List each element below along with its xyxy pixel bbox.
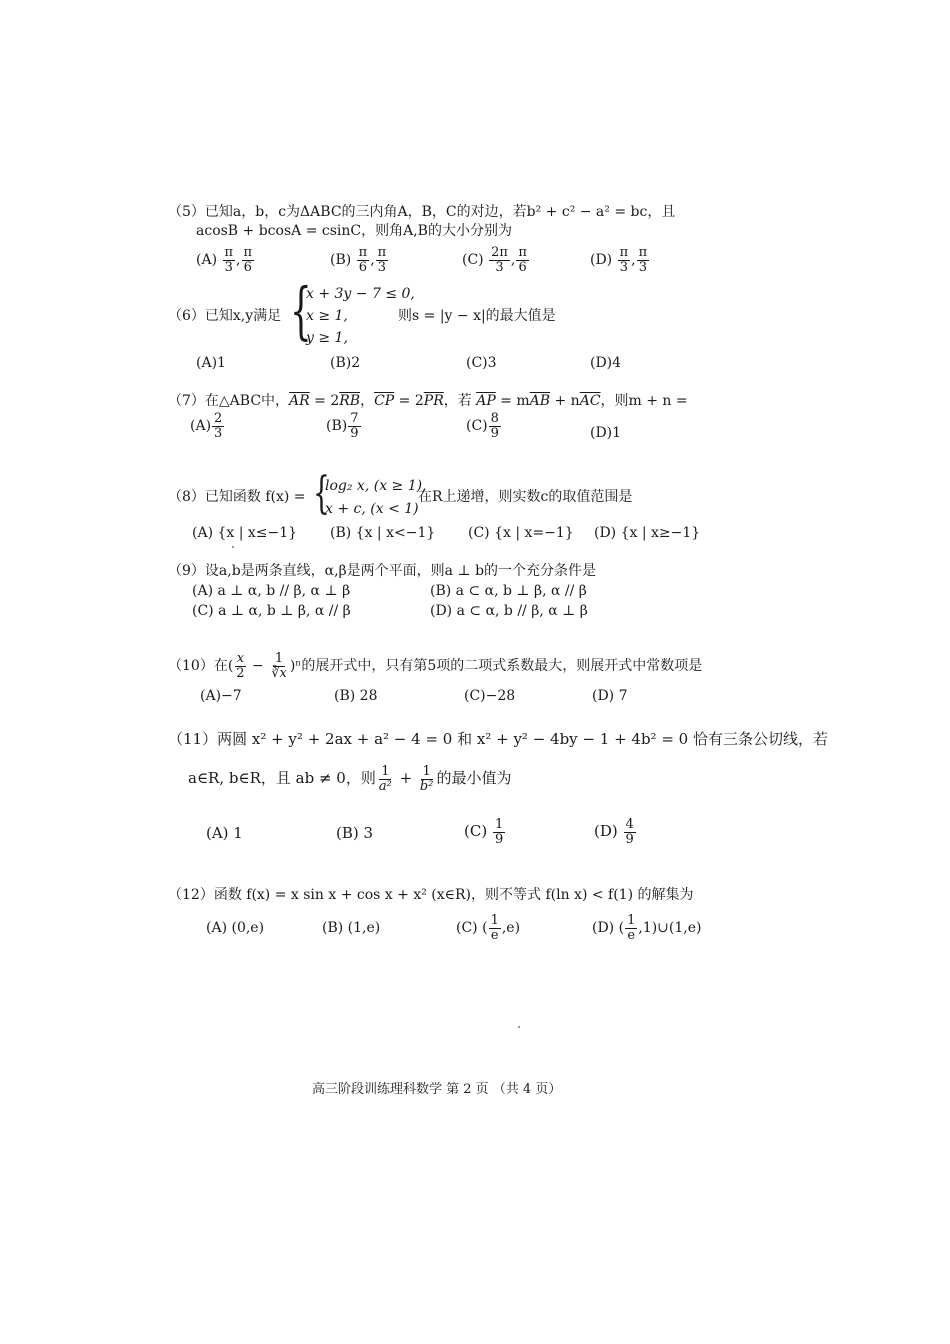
q6-stem-suffix: 则s = |y − x|的最大值是 [398, 308, 556, 324]
q6-option-a[interactable]: (A)1 [196, 355, 226, 371]
q11-stem-line1: （11）两圆 x² + y² + 2ax + a² − 4 = 0 和 x² + y² − 4by − 1 + 4b² = 0 恰有三条公切线，若 [168, 730, 828, 748]
q11-option-c[interactable] [464, 818, 506, 846]
q5-option-c[interactable]: (C) $\frac{2\pi}{3}$ , $\frac{\pi}{6}$ [462, 245, 527, 275]
q12-option-a[interactable]: (A) (0,e) [206, 920, 265, 936]
vector-ap: $\overline{AP}$ [476, 393, 496, 409]
option-label: (B) [326, 418, 348, 435]
q7-option-c[interactable] [466, 412, 502, 440]
fraction: $\frac{1}{e}$ [627, 913, 636, 943]
q12-stem: （12）函数 f(x) = x sin x + cos x + x² (x∈R)，则不等式 f(ln x) < f(1) 的解集为 [168, 887, 694, 903]
q10-stem: （10）在( $\frac{x}{2}$ − $\frac{1}{∛x}$ )ⁿ的展开式中，只有第5项的二项式系数最大，则展开式中常数项是 [168, 651, 703, 681]
fraction: $\frac{\pi}{3}$ [224, 245, 234, 275]
vector-ar: $\overline{AR}$ [289, 393, 310, 409]
q6-option-b[interactable]: (B)2 [330, 355, 361, 371]
q5-option-b[interactable]: (B) $\frac{\pi}{6}$ , $\frac{\pi}{3}$ [330, 245, 387, 275]
q5-stem-line1: （5）已知a，b，c为ΔABC的三内角A，B，C的对边，若b² + c² − a² = bc，且 [168, 204, 676, 220]
fraction: $\frac{4}{9}$ [625, 817, 634, 847]
option-label: (A) [190, 418, 212, 435]
fraction: $\frac{\pi}{6}$ [358, 245, 368, 275]
q9-option-b[interactable]: (B) a ⊂ α, b ⊥ β, α // β [430, 583, 587, 599]
q6-condition-2: x ≥ 1, [306, 308, 348, 324]
q7-option-d[interactable]: (D)1 [590, 425, 622, 441]
fraction: $\frac{\pi}{3}$ [377, 245, 387, 275]
q5-option-a[interactable]: (A) $\frac{\pi}{3}$ , $\frac{\pi}{6}$ [196, 245, 253, 275]
scan-speck [232, 546, 234, 548]
scan-speck [518, 1026, 520, 1028]
q12-option-c[interactable]: (C) ( $\frac{1}{e}$ ,e) [456, 913, 521, 943]
q8-option-c[interactable]: (C) {x | x=−1} [468, 525, 574, 541]
q8-stem-prefix: （8）已知函数 f(x) = [168, 489, 306, 505]
option-label: (A) [196, 252, 218, 269]
vector-cp: $\overline{CP}$ [374, 393, 395, 409]
q8-case-1: log₂ x, (x ≥ 1), [325, 478, 427, 494]
q11-option-b[interactable]: (B) 3 [336, 824, 374, 842]
q12-option-d[interactable]: (D) ( $\frac{1}{e}$ ,1)∪(1,e) [592, 913, 702, 943]
q11-stem-line2: a∈R, b∈R，且 ab ≠ 0，则 $\frac{1}{\text{a²}}$ + $\frac{1}{\text{b²}}$ 的最小值为 [188, 764, 512, 794]
vector-ab: $\overline{AB}$ [529, 393, 551, 409]
q6-stem-prefix: （6）已知x,y满足 [168, 308, 282, 324]
q8-piecewise-brace: { [313, 468, 330, 519]
option-label: (C) [462, 252, 484, 269]
fraction: $\frac{8}{9}$ [490, 411, 499, 441]
q7-option-b[interactable] [326, 412, 362, 440]
q9-stem: （9）设a,b是两条直线，α,β是两个平面，则a ⊥ b的一个充分条件是 [168, 563, 597, 579]
vector-rb: $\overline{RB}$ [339, 393, 361, 409]
q5-option-d[interactable]: (D) $\frac{\pi}{3}$ , $\frac{\pi}{3}$ [590, 245, 648, 275]
q6-option-d[interactable]: (D)4 [590, 355, 622, 371]
q7-stem: （7）在△ABC中，$\overline{AR} = 2\overline{RB}$，$\overline{CP} = 2\overline{PR}$，若 $\overline{AP} = m\overline{AB} + n\overline{AC}$，则m + n = [168, 393, 688, 409]
fraction: $\frac{\pi}{6}$ [243, 245, 253, 275]
q8-stem-suffix: 在R上递增，则实数c的取值范围是 [418, 489, 633, 505]
option-label: (C) [464, 822, 488, 841]
q9-option-a[interactable]: (A) a ⊥ α, b // β, α ⊥ β [192, 583, 351, 599]
q8-option-b[interactable]: (B) {x | x<−1} [330, 525, 436, 541]
option-label: (C) [466, 418, 488, 435]
page-footer: 高三阶段训练理科数学 第 2 页 （共 4 页） [312, 1082, 562, 1097]
q6-system-brace: { [290, 274, 312, 347]
fraction: $\frac{7}{9}$ [350, 411, 359, 441]
q8-option-a[interactable]: (A) {x | x≤−1} [192, 525, 298, 541]
option-label: (D) [590, 252, 613, 269]
option-label: (B) [330, 252, 352, 269]
q9-option-c[interactable]: (C) a ⊥ α, b ⊥ β, α // β [192, 603, 351, 619]
fraction: $\frac{2\pi}{3}$ [491, 245, 508, 275]
q6-condition-1: x + 3y − 7 ≤ 0, [306, 286, 415, 302]
q11-option-a[interactable]: (A) 1 [206, 824, 243, 842]
q10-option-b[interactable]: (B) 28 [334, 688, 378, 704]
fraction: $\frac{2}{3}$ [214, 411, 223, 441]
fraction: $\frac{1}{e}$ [490, 913, 499, 943]
vector-ac: $\overline{AC}$ [579, 393, 601, 409]
fraction: $\frac{1}{\text{a²}}$ [378, 764, 392, 794]
q9-option-d[interactable]: (D) a ⊂ α, b // β, α ⊥ β [430, 603, 588, 619]
fraction: $\frac{1}{∛x}$ [271, 651, 287, 681]
vector-pr: $\overline{PR}$ [423, 393, 444, 409]
q7-option-a[interactable] [190, 412, 225, 440]
q8-option-d[interactable]: (D) {x | x≥−1} [594, 525, 701, 541]
fraction: $\frac{\pi}{3}$ [638, 245, 648, 275]
fraction: $\frac{x}{2}$ [236, 651, 245, 681]
q6-condition-3: y ≥ 1, [306, 330, 348, 346]
q6-option-c[interactable]: (C)3 [466, 355, 497, 371]
fraction: $\frac{\pi}{3}$ [619, 245, 629, 275]
q11-option-d[interactable] [594, 818, 637, 846]
q10-option-a[interactable]: (A)−7 [200, 688, 242, 704]
fraction: $\frac{\pi}{6}$ [518, 245, 527, 275]
q5-stem-line2: acosB + bcosA = csinC，则角A,B的大小分别为 [196, 223, 512, 239]
fraction: $\frac{1}{9}$ [494, 817, 504, 847]
option-label: (D) [594, 822, 618, 841]
q12-option-b[interactable]: (B) (1,e) [322, 920, 381, 936]
q10-option-c[interactable]: (C)−28 [464, 688, 516, 704]
q8-case-2: x + c, (x < 1) [325, 501, 419, 517]
q10-option-d[interactable]: (D) 7 [592, 688, 628, 704]
fraction: $\frac{1}{\text{b²}}$ [419, 764, 434, 794]
